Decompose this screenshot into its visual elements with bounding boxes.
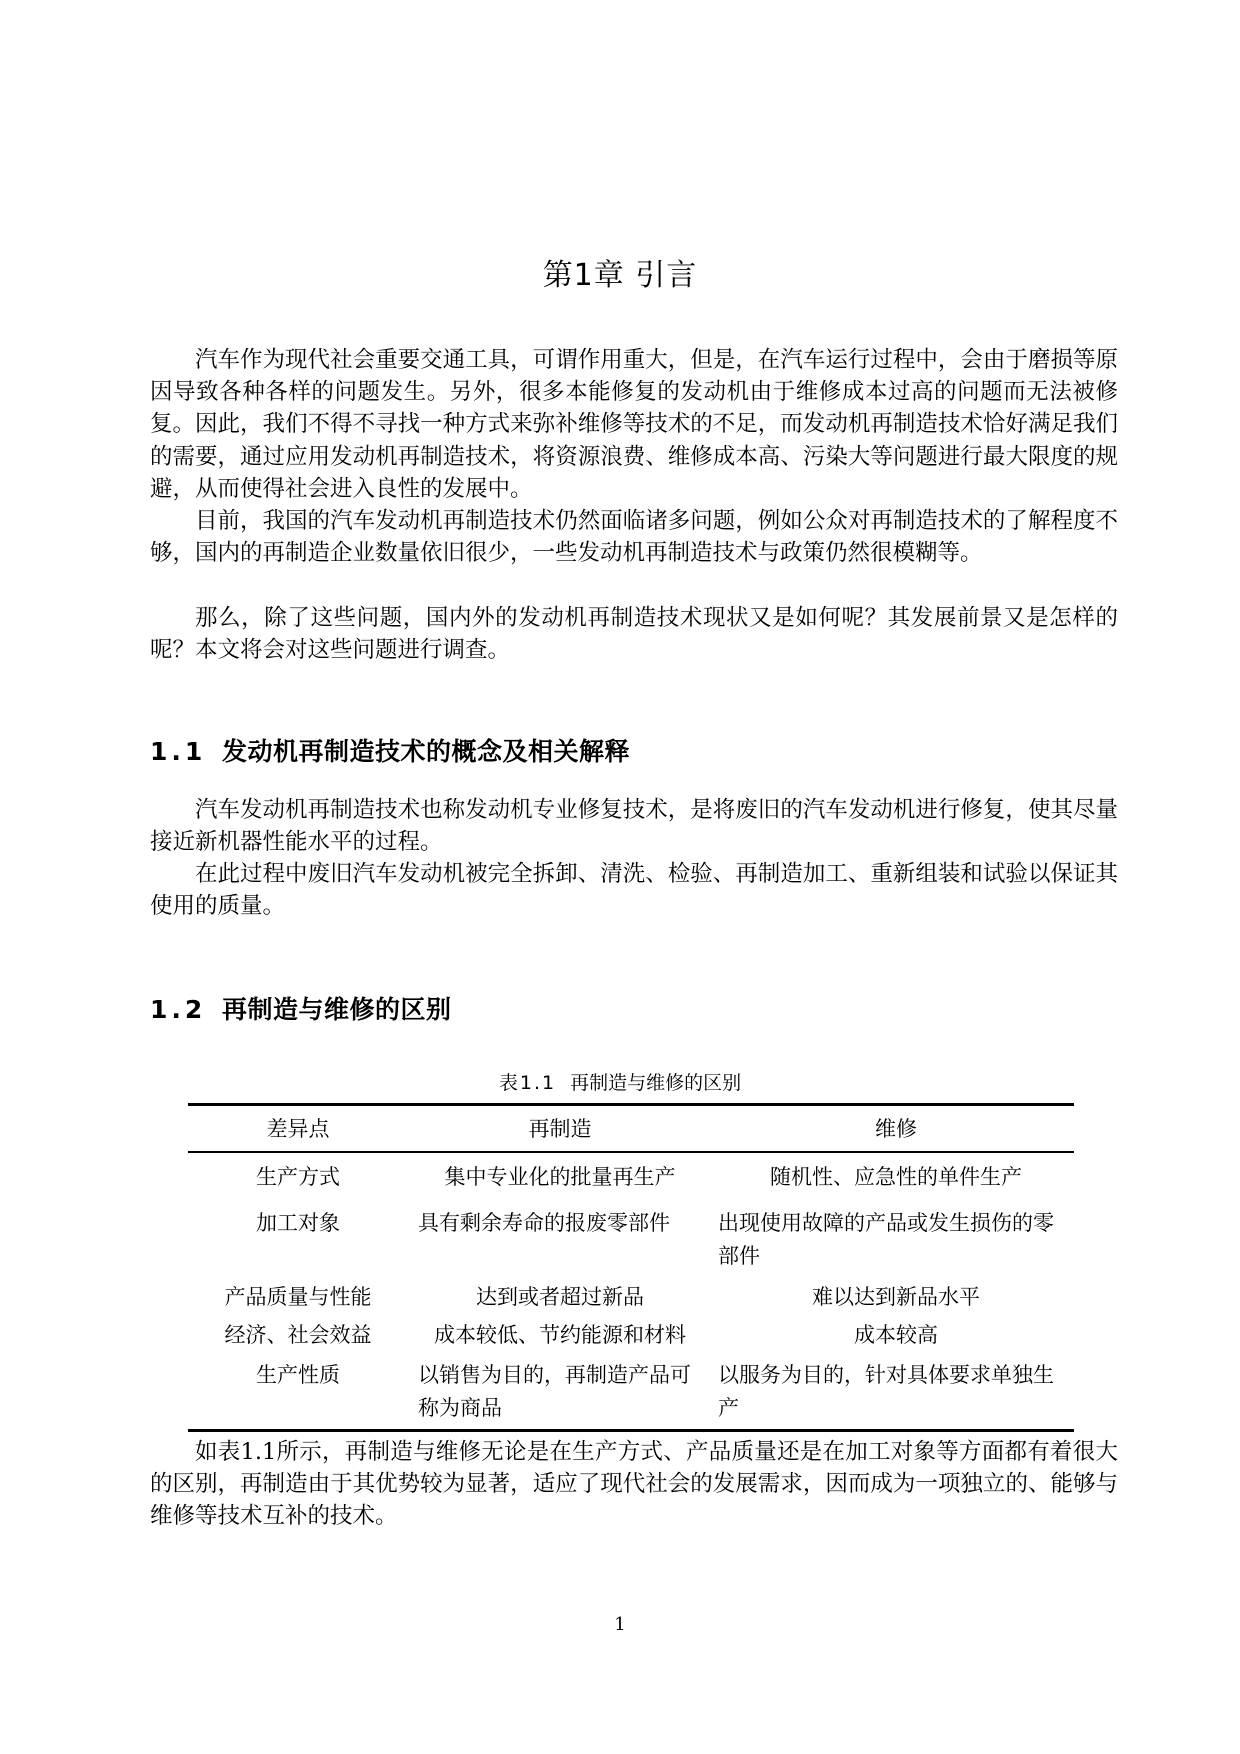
- table-bottom-rule: [188, 1429, 1074, 1432]
- table-cell: 集中专业化的批量再生产: [444, 1165, 676, 1189]
- chapter-title: 第1章 引言: [542, 258, 698, 293]
- section-number: 1.2: [150, 995, 207, 1024]
- table-cell: 以服务为目的，针对具体要求单独生产: [718, 1363, 1054, 1420]
- table-cell: 经济、社会效益: [224, 1323, 372, 1347]
- table-caption: [0, 1068, 1240, 1095]
- table-header-cell: 维修: [875, 1117, 917, 1141]
- table-top-rule: [188, 1103, 1074, 1106]
- page-number: 1: [614, 1614, 626, 1635]
- table-cell: 出现使用故障的产品或发生损伤的零部件: [718, 1211, 1054, 1268]
- table-caption-title: 再制造与维修的区别: [570, 1072, 742, 1094]
- table-header-cell: 再制造: [528, 1117, 592, 1141]
- intro-paragraph-2: 目前，我国的汽车发动机再制造技术仍然面临诸多问题，例如公众对再制造技术的了解程度不够，国内的再制造企业数量依旧很少，一些发动机再制造技术与政策仍然很模糊等。: [150, 508, 1118, 567]
- table-caption-number: 表1.1: [498, 1072, 557, 1094]
- table-cell: 产品质量与性能: [224, 1285, 372, 1309]
- table-cell: 以销售为目的，再制造产品可称为商品: [418, 1363, 691, 1420]
- table-cell: 成本较低、节约能源和材料: [434, 1323, 686, 1347]
- section-heading-1-2: [150, 990, 452, 1026]
- intro-paragraph-3: 那么，除了这些问题，国内外的发动机再制造技术现状又是如何呢？其发展前景又是怎样的呢？本文将会对这些问题进行调查。: [150, 605, 1118, 664]
- table-cell: 具有剩余寿命的报废零部件: [418, 1211, 670, 1235]
- table-cell: 生产方式: [256, 1165, 340, 1189]
- table-cell: 成本较高: [854, 1323, 938, 1347]
- table-cell: 加工对象: [256, 1211, 340, 1235]
- table-header-cell: 差异点: [266, 1117, 330, 1141]
- table-cell: 随机性、应急性的单件生产: [770, 1165, 1022, 1189]
- section-1-1-paragraph-1: 汽车发动机再制造技术也称发动机专业修复技术，是将废旧的汽车发动机进行修复，使其尽量接近新机器性能水平的过程。: [150, 797, 1118, 856]
- table-cell: 难以达到新品水平: [812, 1285, 980, 1309]
- section-title: 再制造与维修的区别: [222, 995, 452, 1024]
- table-header-rule: [188, 1151, 1074, 1153]
- intro-paragraph-1: 汽车作为现代社会重要交通工具，可谓作用重大，但是，在汽车运行过程中，会由于磨损等原因导致各种各样的问题发生。另外，很多本能修复的发动机由于维修成本过高的问题而无法被修复。因此，我们不得不寻找一种方式来弥补维修等技术的不足，而发动机再制造技术恰好满足我们的需要，通过应用发动机再制造技术，将资源浪费、维修成本高、污染大等问题进行最大限度的规避，从而使得社会进入良性的发展中。: [150, 347, 1118, 502]
- section-1-2-paragraph-1: 如表1.1所示，再制造与维修无论是在生产方式、产品质量还是在加工对象等方面都有着很大的区别，再制造由于其优势较为显著，适应了现代社会的发展需求，因而成为一项独立的、能够与维修等技术互补的技术。: [150, 1439, 1118, 1530]
- table-cell: 达到或者超过新品: [476, 1285, 644, 1309]
- section-title: 发动机再制造技术的概念及相关解释: [222, 737, 631, 766]
- table-cell: 生产性质: [256, 1363, 340, 1387]
- section-heading-1-1: [150, 732, 630, 768]
- section-number: 1.1: [150, 737, 207, 766]
- section-1-1-paragraph-2: 在此过程中废旧汽车发动机被完全拆卸、清洗、检验、再制造加工、重新组装和试验以保证其使用的质量。: [150, 861, 1118, 920]
